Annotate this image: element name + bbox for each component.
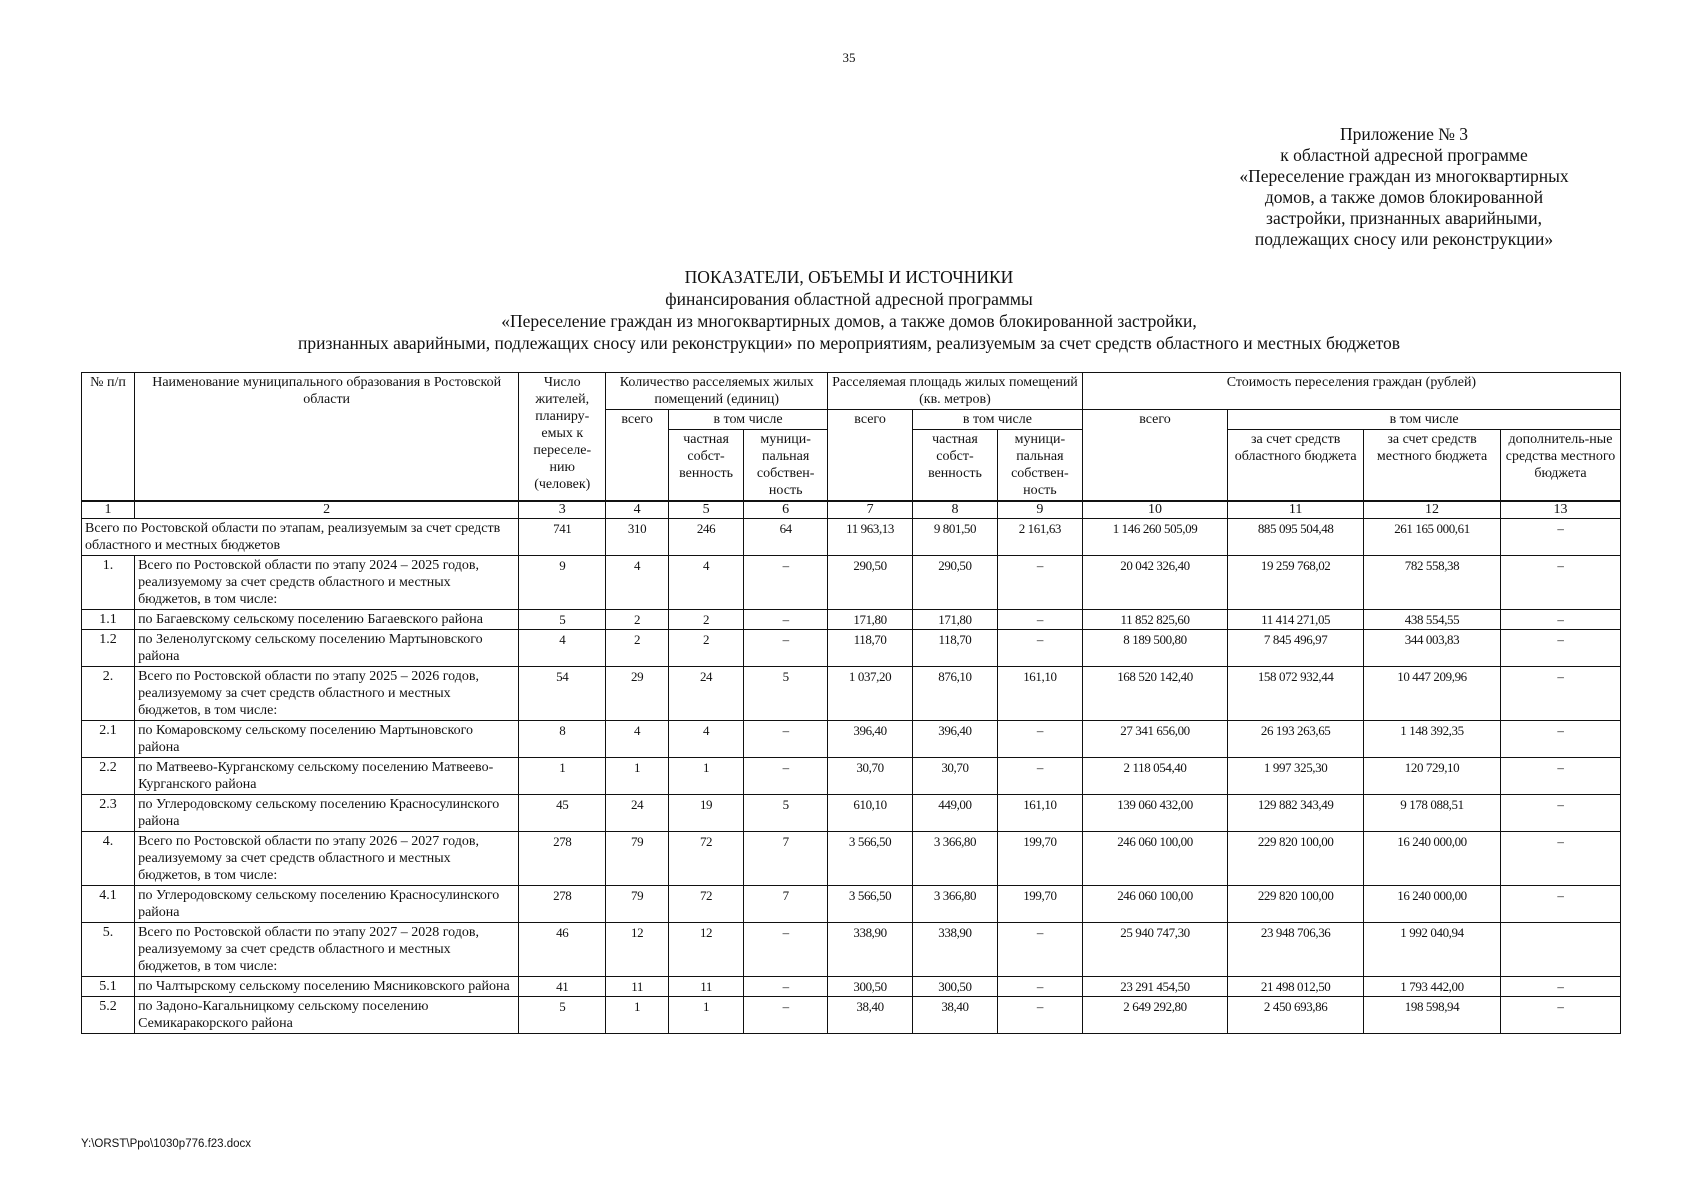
row-value: – (1500, 886, 1620, 923)
row-value (1500, 923, 1620, 977)
row-value: 290,50 (828, 556, 913, 610)
header-area: Расселяемая площадь жилых помещений (кв. метров) (828, 373, 1083, 410)
row-value: 2 (606, 610, 669, 630)
row-value: 741 (519, 519, 606, 556)
row-value: 38,40 (828, 997, 913, 1034)
header-area-incl: в том числе (913, 410, 1083, 430)
table-row (82, 832, 1621, 886)
row-value: 171,80 (913, 610, 998, 630)
row-value: 2 (606, 630, 669, 667)
row-value: 54 (519, 667, 606, 721)
header-name: Наименование муниципального образования в Ростовской области (135, 373, 519, 502)
row-value: 2 (668, 630, 743, 667)
row-value: 2 649 292,80 (1082, 997, 1227, 1034)
column-number: 10 (1082, 501, 1227, 519)
row-value: 885 095 504,48 (1228, 519, 1364, 556)
row-value: 229 820 100,00 (1228, 886, 1364, 923)
row-value: – (997, 721, 1082, 758)
row-value: 1 (519, 758, 606, 795)
appendix-note (1194, 124, 1614, 250)
row-value: 19 (668, 795, 743, 832)
row-value: 199,70 (997, 886, 1082, 923)
row-value: 3 566,50 (828, 886, 913, 923)
table-row (82, 923, 1621, 977)
row-value: 139 060 432,00 (1082, 795, 1227, 832)
row-value: 20 042 326,40 (1082, 556, 1227, 610)
row-value: 278 (519, 832, 606, 886)
header-rooms-incl: в том числе (668, 410, 827, 430)
row-value: 27 341 656,00 (1082, 721, 1227, 758)
row-value: 10 447 209,96 (1364, 667, 1501, 721)
row-name: Всего по Ростовской области по этапу 2026 – 2027 годов, реализуемому за счет средств областного и местных бюджетов, в том числе: (135, 832, 519, 886)
row-value: 610,10 (828, 795, 913, 832)
row-value: 1 793 442,00 (1364, 977, 1501, 997)
file-path-footer: Y:\ORST\Ppo\1030p776.f23.docx (81, 1138, 252, 1150)
column-number: 9 (997, 501, 1082, 519)
row-name: по Углеродовскому сельскому поселению Красносулинского района (135, 795, 519, 832)
header-area-private: частная собст-венность (913, 430, 998, 502)
row-value: 129 882 343,49 (1228, 795, 1364, 832)
row-value: 782 558,38 (1364, 556, 1501, 610)
appendix-line: застройки, признанных аварийными, (1266, 208, 1542, 228)
row-value: 11 852 825,60 (1082, 610, 1227, 630)
header-num: № п/п (82, 373, 135, 502)
header-area-total: всего (828, 410, 913, 502)
row-value: 161,10 (997, 667, 1082, 721)
row-value: 11 (668, 977, 743, 997)
row-value: 5 (519, 610, 606, 630)
row-value: 7 845 496,97 (1228, 630, 1364, 667)
row-value: 198 598,94 (1364, 997, 1501, 1034)
table-row (82, 997, 1621, 1034)
row-number: 5.2 (82, 997, 135, 1034)
row-value: 12 (606, 923, 669, 977)
row-number: 2.3 (82, 795, 135, 832)
row-value: 1 148 392,35 (1364, 721, 1501, 758)
row-value: 3 566,50 (828, 832, 913, 886)
table-row (82, 758, 1621, 795)
appendix-line: подлежащих сносу или реконструкции» (1254, 229, 1554, 249)
table-body (82, 501, 1621, 1034)
row-value: 8 (519, 721, 606, 758)
row-name: по Чалтырскому сельскому поселению Мясниковского района (135, 977, 519, 997)
row-value: 45 (519, 795, 606, 832)
header-cost-additional: дополнитель-ные средства местного бюджета (1500, 430, 1620, 502)
header-cost: Стоимость переселения граждан (рублей) (1082, 373, 1620, 410)
table-row (82, 610, 1621, 630)
row-value: 2 (668, 610, 743, 630)
row-value: 449,00 (913, 795, 998, 832)
row-value: 168 520 142,40 (1082, 667, 1227, 721)
row-value: 118,70 (828, 630, 913, 667)
column-number: 6 (744, 501, 828, 519)
row-value: 41 (519, 977, 606, 997)
title-line: признанных аварийными, подлежащих сносу или реконструкции» по мероприятиям, реализуемым за счет средств областного и местных бюджетов (297, 333, 1401, 353)
row-value: 246 060 100,00 (1082, 832, 1227, 886)
column-number: 3 (519, 501, 606, 519)
column-number: 13 (1500, 501, 1620, 519)
row-value: 1 037,20 (828, 667, 913, 721)
row-value: 30,70 (828, 758, 913, 795)
header-rooms-municipal: муници-пальная собствен-ность (744, 430, 828, 502)
row-name: по Комаровскому сельскому поселению Мартыновского района (135, 721, 519, 758)
row-value: – (1500, 610, 1620, 630)
table-row (82, 721, 1621, 758)
row-name: по Зеленолугскому сельскому поселению Мартыновского района (135, 630, 519, 667)
column-number: 2 (135, 501, 519, 519)
row-name: Всего по Ростовской области по этапу 2024 – 2025 годов, реализуемому за счет средств областного и местных бюджетов, в том числе: (135, 556, 519, 610)
page-number: 35 (842, 50, 856, 65)
row-value: 72 (668, 886, 743, 923)
header-cost-regional: за счет средств областного бюджета (1228, 430, 1364, 502)
row-name: по Матвеево-Курганскому сельскому поселению Матвеево-Курганского района (135, 758, 519, 795)
row-value: 5 (744, 667, 828, 721)
row-value: – (1500, 556, 1620, 610)
row-number: 5.1 (82, 977, 135, 997)
row-value: 246 060 100,00 (1082, 886, 1227, 923)
table-row (82, 630, 1621, 667)
row-value: 12 (668, 923, 743, 977)
row-value: 310 (606, 519, 669, 556)
row-number: 1. (82, 556, 135, 610)
row-name: Всего по Ростовской области по этапам, реализуемым за счет средств областного и местных бюджетов (82, 519, 519, 556)
row-value: – (744, 758, 828, 795)
row-value: 1 (668, 758, 743, 795)
row-value: 16 240 000,00 (1364, 886, 1501, 923)
column-number: 11 (1228, 501, 1364, 519)
row-value: 9 801,50 (913, 519, 998, 556)
row-number: 4.1 (82, 886, 135, 923)
row-name: по Углеродовскому сельскому поселению Красносулинского района (135, 886, 519, 923)
row-value: 229 820 100,00 (1228, 832, 1364, 886)
column-number: 12 (1364, 501, 1501, 519)
row-value: – (744, 977, 828, 997)
row-value: 46 (519, 923, 606, 977)
column-number: 5 (668, 501, 743, 519)
document-title (0, 266, 1698, 354)
row-value: – (997, 977, 1082, 997)
row-value: 2 118 054,40 (1082, 758, 1227, 795)
row-value: 396,40 (828, 721, 913, 758)
header-cost-incl: в том числе (1228, 410, 1621, 430)
row-number: 1.1 (82, 610, 135, 630)
table-row (82, 795, 1621, 832)
row-value: – (997, 758, 1082, 795)
row-value: 5 (519, 997, 606, 1034)
row-value: 300,50 (828, 977, 913, 997)
row-value: – (1500, 519, 1620, 556)
row-value: 3 366,80 (913, 886, 998, 923)
row-name: Всего по Ростовской области по этапу 2025 – 2026 годов, реализуемому за счет средств областного и местных бюджетов, в том числе: (135, 667, 519, 721)
row-value: 290,50 (913, 556, 998, 610)
row-value: 24 (606, 795, 669, 832)
row-value: 161,10 (997, 795, 1082, 832)
row-name: по Багаевскому сельскому поселению Багаевского района (135, 610, 519, 630)
row-value: 876,10 (913, 667, 998, 721)
row-name: Всего по Ростовской области по этапу 2027 – 2028 годов, реализуемому за счет средств областного и местных бюджетов, в том числе: (135, 923, 519, 977)
row-number: 2.1 (82, 721, 135, 758)
row-value: 1 (668, 997, 743, 1034)
row-value: – (744, 997, 828, 1034)
header-cost-local: за счет средств местного бюджета (1364, 430, 1501, 502)
row-value: 4 (668, 721, 743, 758)
row-value: 19 259 768,02 (1228, 556, 1364, 610)
row-value: 4 (606, 556, 669, 610)
row-value: 1 992 040,94 (1364, 923, 1501, 977)
row-value: 2 161,63 (997, 519, 1082, 556)
row-name: по Задоно-Кагальницкому сельскому поселению Семикаракорского района (135, 997, 519, 1034)
row-value: 79 (606, 832, 669, 886)
row-value: 1 (606, 997, 669, 1034)
row-value: 16 240 000,00 (1364, 832, 1501, 886)
row-value: 11 (606, 977, 669, 997)
row-value: 24 (668, 667, 743, 721)
row-value: – (1500, 795, 1620, 832)
row-value: 4 (519, 630, 606, 667)
row-value: 7 (744, 832, 828, 886)
row-value: 120 729,10 (1364, 758, 1501, 795)
row-value: – (1500, 997, 1620, 1034)
row-value: – (744, 721, 828, 758)
appendix-line: «Переселение граждан из многоквартирных (1239, 166, 1569, 186)
row-value: 8 189 500,80 (1082, 630, 1227, 667)
row-value: 26 193 263,65 (1228, 721, 1364, 758)
row-value: 338,90 (913, 923, 998, 977)
header-rooms: Количество расселяемых жилых помещений (единиц) (606, 373, 828, 410)
row-value: – (744, 610, 828, 630)
row-value: – (744, 923, 828, 977)
row-value: – (1500, 977, 1620, 997)
column-number: 7 (828, 501, 913, 519)
column-number: 4 (606, 501, 669, 519)
appendix-line: домов, а также домов блокированной (1264, 187, 1544, 207)
row-value: – (744, 630, 828, 667)
row-value: 9 (519, 556, 606, 610)
row-value: 21 498 012,50 (1228, 977, 1364, 997)
row-number: 5. (82, 923, 135, 977)
appendix-line: Приложение № 3 (1339, 124, 1469, 144)
row-value: 30,70 (913, 758, 998, 795)
table-row (82, 556, 1621, 610)
row-number: 4. (82, 832, 135, 886)
row-value: 344 003,83 (1364, 630, 1501, 667)
row-value: 118,70 (913, 630, 998, 667)
row-number: 1.2 (82, 630, 135, 667)
header-cost-total: всего (1082, 410, 1227, 502)
row-value: 29 (606, 667, 669, 721)
row-value: – (997, 610, 1082, 630)
row-value: 1 (606, 758, 669, 795)
row-value: 3 366,80 (913, 832, 998, 886)
header-rooms-private: частная собст-венность (668, 430, 743, 502)
row-value: 9 178 088,51 (1364, 795, 1501, 832)
row-value: 5 (744, 795, 828, 832)
row-value: – (997, 923, 1082, 977)
row-value: 158 072 932,44 (1228, 667, 1364, 721)
title-line: ПОКАЗАТЕЛИ, ОБЪЕМЫ И ИСТОЧНИКИ (684, 267, 1014, 287)
row-value: – (997, 997, 1082, 1034)
row-value: 2 450 693,86 (1228, 997, 1364, 1034)
row-value: 338,90 (828, 923, 913, 977)
header-rooms-total: всего (606, 410, 669, 502)
row-value: 11 414 271,05 (1228, 610, 1364, 630)
row-value: 7 (744, 886, 828, 923)
row-value: 171,80 (828, 610, 913, 630)
row-value: 25 940 747,30 (1082, 923, 1227, 977)
row-value: – (1500, 721, 1620, 758)
appendix-line: к областной адресной программе (1280, 145, 1528, 165)
row-value: 38,40 (913, 997, 998, 1034)
table-row (82, 977, 1621, 997)
row-value: 4 (606, 721, 669, 758)
row-value: 261 165 000,61 (1364, 519, 1501, 556)
title-line: финансирования областной адресной программы (665, 289, 1033, 309)
row-value: 4 (668, 556, 743, 610)
row-value: 64 (744, 519, 828, 556)
row-value: – (744, 556, 828, 610)
row-value: – (997, 630, 1082, 667)
row-value: 79 (606, 886, 669, 923)
row-number: 2. (82, 667, 135, 721)
row-value: 396,40 (913, 721, 998, 758)
row-value: 246 (668, 519, 743, 556)
row-value: – (1500, 758, 1620, 795)
title-line: «Переселение граждан из многоквартирных домов, а также домов блокированной застройки, (501, 311, 1197, 331)
table-row (82, 667, 1621, 721)
table-row (82, 886, 1621, 923)
financing-table (81, 372, 1621, 1034)
row-value: – (1500, 832, 1620, 886)
row-value: 72 (668, 832, 743, 886)
column-number: 1 (82, 501, 135, 519)
row-value: – (1500, 667, 1620, 721)
row-value: 300,50 (913, 977, 998, 997)
row-value: 1 997 325,30 (1228, 758, 1364, 795)
row-value: 1 146 260 505,09 (1082, 519, 1227, 556)
header-area-municipal: муници-пальная собствен-ность (997, 430, 1082, 502)
column-number: 8 (913, 501, 998, 519)
row-value: – (997, 556, 1082, 610)
row-value: 23 291 454,50 (1082, 977, 1227, 997)
row-value: – (1500, 630, 1620, 667)
column-numbers-row (82, 501, 1621, 519)
row-number: 2.2 (82, 758, 135, 795)
row-value: 11 963,13 (828, 519, 913, 556)
row-value: 23 948 706,36 (1228, 923, 1364, 977)
header-residents: Число жителей, планиру-емых к переселе-нию (человек) (519, 373, 606, 502)
table-row (82, 519, 1621, 556)
row-value: 199,70 (997, 832, 1082, 886)
row-value: 278 (519, 886, 606, 923)
row-value: 438 554,55 (1364, 610, 1501, 630)
